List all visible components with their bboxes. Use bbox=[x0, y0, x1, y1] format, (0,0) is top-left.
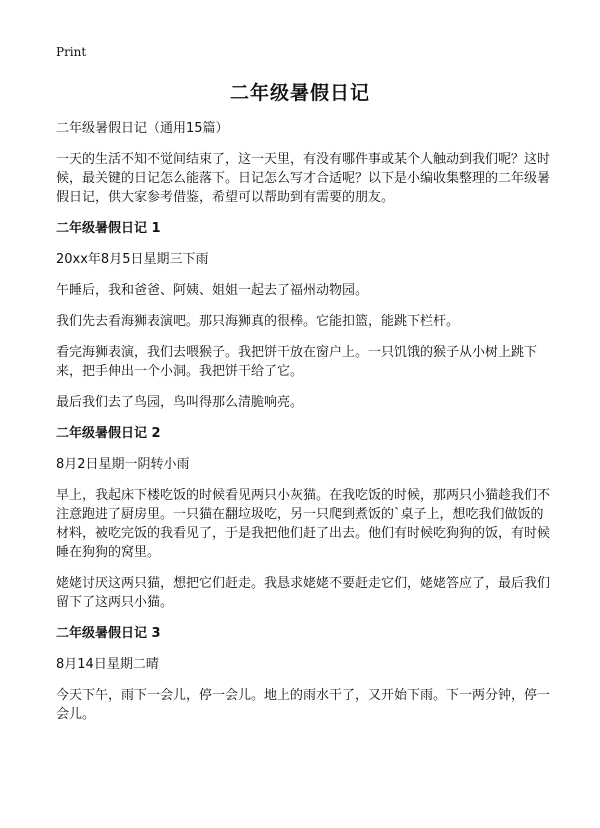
print-link[interactable]: Print bbox=[56, 45, 87, 59]
doc-subtitle: 二年级暑假日记（通用15篇） bbox=[56, 121, 229, 136]
document-body bbox=[56, 119, 554, 736]
entry-paragraph: 今天下午，雨下一会儿，停一会儿。地上的雨水干了，又开始下雨。下一两分钟，停一会儿。 bbox=[56, 688, 551, 722]
entry-heading: 二年级暑假日记 1 bbox=[56, 221, 161, 236]
entry-paragraph: 看完海狮表演，我们去喂猴子。我把饼干放在窗户上。一只饥饿的猴子从小树上跳下来，把手伸出一个小洞。我把饼干给了它。 bbox=[56, 345, 538, 379]
doc-intro: 一天的生活不知不觉间结束了，这一天里，有没有哪件事或某个人触动到我们呢？这时候，最关键的日记怎么能落下。日记怎么写才合适呢？以下是小编收集整理的二年级暑假日记，供大家参考借鉴，希望可以帮助到有需要的朋友。 bbox=[56, 152, 551, 205]
page-title: 二年级暑假日记 bbox=[229, 82, 370, 104]
entry-heading: 二年级暑假日记 3 bbox=[56, 626, 161, 641]
entry-date: 8月14日星期二晴 bbox=[56, 657, 159, 672]
entry-paragraph: 早上，我起床下楼吃饭的时候看见两只小灰猫。在我吃饭的时候，那两只小猫趁我们不注意跑进了厨房里。一只猫在翻垃圾吃，另一只爬到煮饭的`桌子上，想吃我们做饭的材料，被吃完饭的我看见了，于是我把他们赶了出去。他们有时候吃狗狗的饭，有时候睡在狗狗的窝里。 bbox=[56, 488, 551, 560]
entry-heading: 二年级暑假日记 2 bbox=[56, 426, 161, 441]
entry-paragraph: 姥姥讨厌这两只猫，想把它们赶走。我恳求姥姥不要赶走它们，姥姥答应了，最后我们留下了这两只小猫。 bbox=[56, 576, 551, 610]
entry-date: 20xx年8月5日星期三下雨 bbox=[56, 252, 209, 267]
entry-paragraph: 我们先去看海狮表演吧。那只海狮真的很棒。它能扣篮，能跳下栏杆。 bbox=[56, 314, 460, 329]
entry-paragraph: 午睡后，我和爸爸、阿姨、姐姐一起去了福州动物园。 bbox=[56, 283, 369, 298]
entry-paragraph: 最后我们去了鸟园，鸟叫得那么清脆响亮。 bbox=[56, 395, 304, 410]
entry-date: 8月2日星期一阴转小雨 bbox=[56, 457, 190, 472]
